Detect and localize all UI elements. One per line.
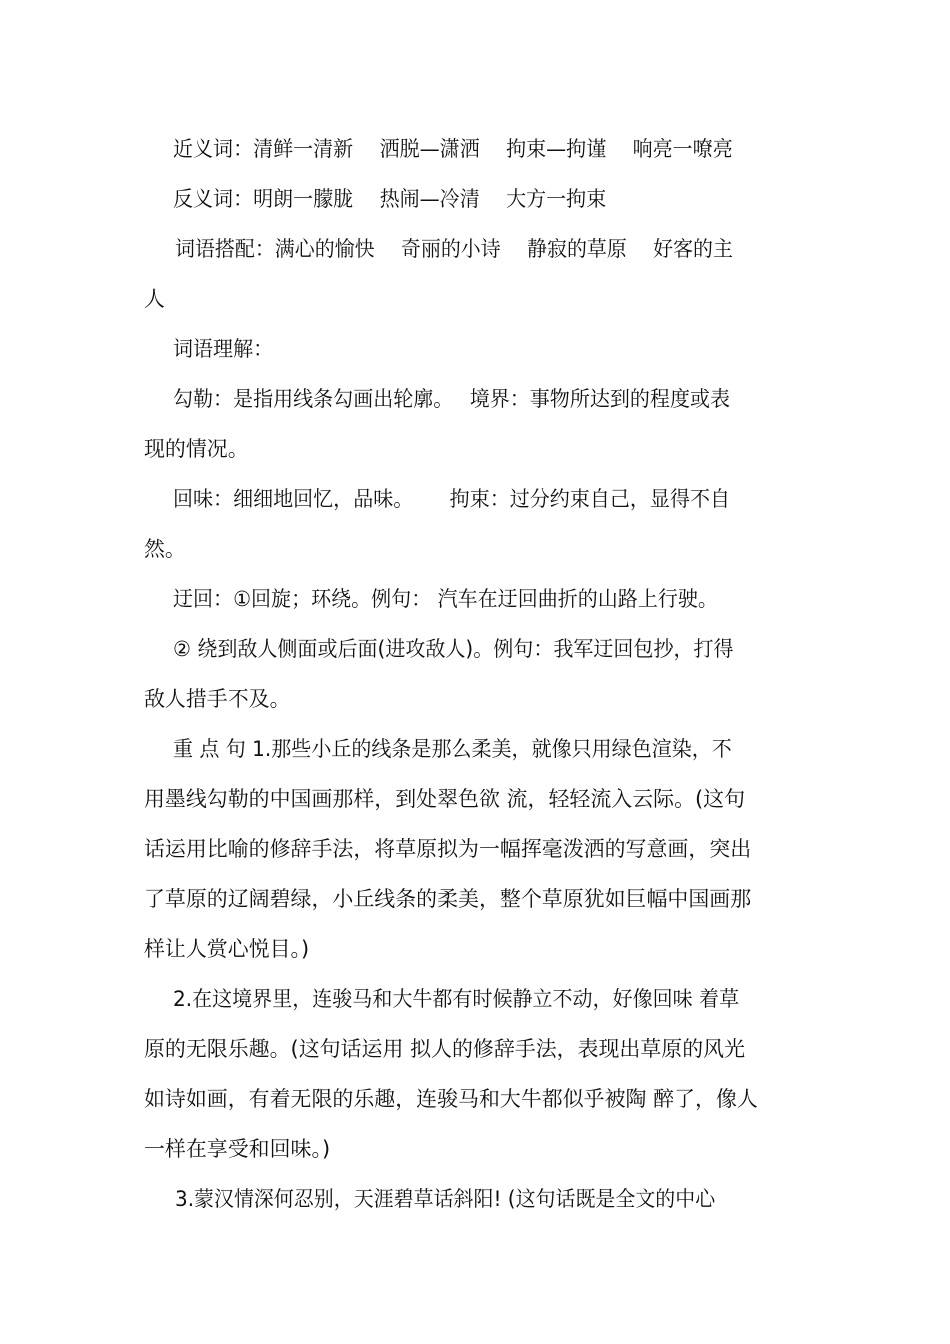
text-line-key-sentence-3: 3.蒙汉情深何忍别，天涯碧草话斜阳! (这句话既是全文的中心 bbox=[175, 1187, 716, 1211]
text-line-key-sentence-1: 重 点 句 1.那些小丘的线条是那么柔美，就像只用绿色渲染，不 bbox=[173, 737, 732, 761]
text-line: 然。 bbox=[144, 537, 186, 561]
text-line: 回味：细细地回忆，品味。 拘束：过分约束自己，显得不自 bbox=[173, 487, 731, 511]
text-line: ② 绕到敌人侧面或后面(进攻敌人)。例句：我军迂回包抄，打得 bbox=[173, 637, 734, 661]
text-line: 一样在享受和回味。) bbox=[144, 1137, 331, 1161]
text-line-synonyms: 近义词：清鲜一清新 洒脱—潇洒 拘束—拘谨 响亮一嘹亮 bbox=[173, 137, 733, 161]
text-line-antonyms: 反义词：明朗一朦胧 热闹—冷清 大方一拘束 bbox=[173, 187, 607, 211]
text-line: 勾勒：是指用线条勾画出轮廓。 境界：事物所达到的程度或表 bbox=[173, 387, 731, 411]
text-line: 了草原的辽阔碧绿，小丘线条的柔美，整个草原犹如巨幅中国画那 bbox=[144, 887, 752, 911]
text-line: 敌人措手不及。 bbox=[144, 687, 291, 711]
text-line: 人 bbox=[144, 287, 165, 311]
text-line-collocations: 词语搭配：满心的愉快 奇丽的小诗 静寂的草原 好客的主 bbox=[175, 237, 733, 261]
text-line-key-sentence-2: 2.在这境界里，连骏马和大牛都有时候静立不动，好像回味 着草 bbox=[173, 987, 740, 1011]
text-line: 原的无限乐趣。(这句话运用 拟人的修辞手法，表现出草原的风光 bbox=[144, 1037, 746, 1061]
text-line-word-meaning-heading: 词语理解： bbox=[173, 337, 274, 361]
text-line: 样让人赏心悦目。) bbox=[144, 937, 310, 961]
text-line: 迂回：①回旋；环绕。例句： 汽车在迂回曲折的山路上行驶。 bbox=[173, 587, 718, 611]
text-line: 现的情况。 bbox=[144, 437, 249, 461]
text-line: 如诗如画，有着无限的乐趣，连骏马和大牛都似乎被陶 醉了，像人 bbox=[144, 1087, 758, 1111]
text-line: 话运用比喻的修辞手法，将草原拟为一幅挥毫泼洒的写意画，突出 bbox=[144, 837, 752, 861]
text-line: 用墨线勾勒的中国画那样，到处翠色欲 流，轻轻流入云际。(这句 bbox=[144, 787, 746, 811]
